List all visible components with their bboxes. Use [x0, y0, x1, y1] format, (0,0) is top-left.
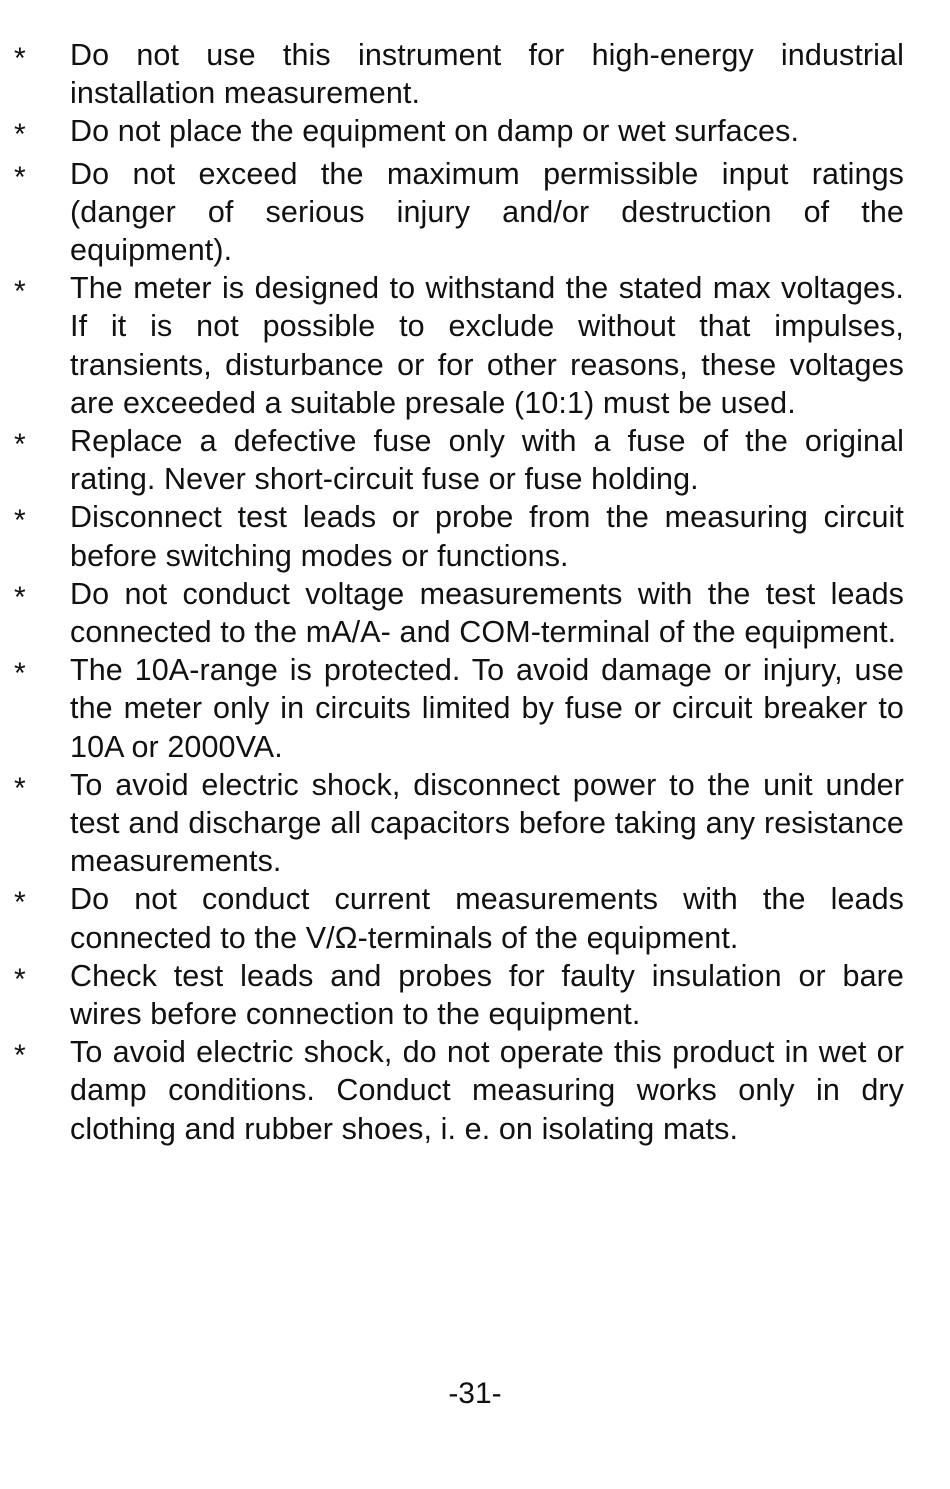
bullet-asterisk: * [14, 1039, 26, 1073]
list-item [14, 36, 904, 112]
list-item-text: Do not exceed the maximum permissible input ratings (danger of serious injury and/or destruction of the equipment). [70, 156, 904, 268]
list-item-text: The meter is designed to withstand the stated max voltages. If it is not possible to exclude without that impulses, transients, disturbance or for other reasons, these voltages are exceeded a suitable presale (10:1) must be used. [70, 271, 904, 420]
list-item [14, 1033, 904, 1148]
page-number: -31- [448, 1377, 502, 1410]
bullet-asterisk: * [14, 771, 26, 805]
safety-instructions-list [14, 36, 904, 1148]
list-item [14, 651, 904, 766]
list-item [14, 575, 904, 651]
list-item-text: Do not conduct voltage measurements with the test leads connected to the mA/A- and COM-terminal of the equipment. [70, 576, 904, 650]
bullet-asterisk: * [14, 275, 26, 309]
bullet-asterisk: * [14, 428, 26, 462]
list-item [14, 766, 904, 881]
list-item-text: Replace a defective fuse only with a fuse of the original rating. Never short-circuit fuse or fuse holding. [70, 424, 904, 497]
list-item-text: Check test leads and probes for faulty insulation or bare wires before connection to the equipment. [70, 958, 904, 1032]
list-item [14, 498, 904, 574]
bullet-asterisk: * [14, 962, 26, 996]
list-item-text: To avoid electric shock, do not operate this product in wet or damp conditions. Conduct measuring works only in dry clothing and rubber shoes, i. e. on isolating mats. [70, 1035, 904, 1146]
bullet-asterisk: * [14, 504, 26, 538]
list-item [14, 269, 904, 422]
list-item [14, 112, 904, 154]
bullet-asterisk: * [14, 580, 26, 614]
bullet-asterisk: * [14, 118, 26, 152]
bullet-asterisk: * [14, 42, 26, 75]
bullet-asterisk: * [14, 160, 26, 194]
list-item-text: To avoid electric shock, disconnect power to the unit under test and discharge all capacitors before taking any resistance measurements. [70, 767, 904, 879]
bullet-asterisk: * [14, 657, 26, 691]
list-item-text: Disconnect test leads or probe from the measuring circuit before switching modes or functions. [70, 500, 904, 573]
list-item [14, 880, 904, 956]
list-item [14, 422, 904, 498]
list-item-text: Do not use this instrument for high-energy industrial installation measurement. [70, 38, 904, 111]
list-item-text: The 10A-range is protected. To avoid damage or injury, use the meter only in circuits limited by fuse or circuit breaker to 10A or 2000VA. [70, 653, 904, 764]
list-item-text: Do not place the equipment on damp or wet surfaces. [70, 114, 800, 149]
list-item-text: Do not conduct current measurements with the leads connected to the V/Ω-terminals of the equipment. [70, 882, 904, 955]
list-item [14, 155, 904, 270]
bullet-asterisk: * [14, 886, 26, 920]
list-item [14, 957, 904, 1033]
